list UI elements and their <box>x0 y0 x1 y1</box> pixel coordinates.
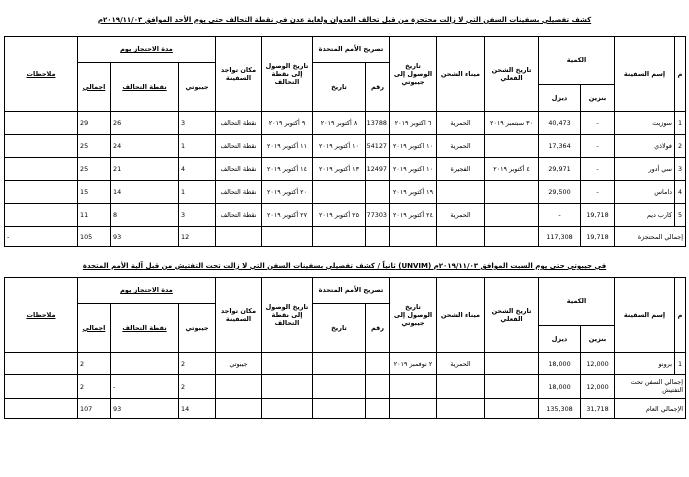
cell-actual-loading <box>485 135 539 158</box>
col-qty: الكمية <box>539 37 615 85</box>
col-det-total: اجمالي <box>78 63 111 112</box>
section1-title: كشف تفصيلي بسفينات السفن التي لا زالت محتجزة من قبل تحالف العدوان ولغاية عدن في نقطة التحالف حتى يوم الأحد الموافق ٢٠١٩/١١/٠٣م <box>97 16 592 24</box>
cell-permit-date: ٢٥ أكتوبر ٢٠١٩ <box>313 204 366 227</box>
cell-det-total: 2 <box>78 353 111 375</box>
cell-actual-loading <box>485 181 539 204</box>
cell-arrival-jizan: ٢ نوفمبر ٢٠١٩ <box>390 353 437 375</box>
col-det-jizan: جيبوتي <box>179 63 216 112</box>
cell-det-coalition: 24 <box>111 135 179 158</box>
cell-permit-date: ١٣ أكتوبر ٢٠١٩ <box>313 158 366 181</box>
table-row <box>5 204 686 227</box>
cell-permit-no <box>366 353 390 375</box>
cell-arrival-coalition: ١٤ أكتوبر ٢٠١٩ <box>262 158 313 181</box>
cell-actual-loading: ٤ أكتوبر ٢٠١٩ <box>485 158 539 181</box>
cell-permit-no: 13788 <box>366 112 390 135</box>
cell-gasoline: 12,000 <box>581 353 615 375</box>
cell-det-jizan: 2 <box>179 353 216 375</box>
cell-port: الحمرية <box>437 353 485 375</box>
col-actual-loading: تاريخ الشحن الفعلي <box>485 37 539 112</box>
cell-ship: برونو <box>615 353 675 375</box>
cell-det-total: 25 <box>78 158 111 181</box>
cell-det-jizan: 3 <box>179 112 216 135</box>
col-ship: إسم السفينة <box>615 37 675 112</box>
cell-det-coalition: 8 <box>111 204 179 227</box>
table-row <box>5 181 686 204</box>
cell-actual-loading: ٣٠ سبتمبر ٢٠١٩ <box>485 112 539 135</box>
cell-diesel: 29,500 <box>539 181 581 204</box>
cell-permit-date <box>313 353 366 375</box>
cell-ship: سي أدور <box>615 158 675 181</box>
cell-arrival-coalition: ٢٧ أكتوبر ٢٠١٩ <box>262 204 313 227</box>
cell-port: الحمرية <box>437 204 485 227</box>
cell-permit-date: ٨ أكتوبر ٢٠١٩ <box>313 112 366 135</box>
table-row <box>5 112 686 135</box>
cell-notes <box>5 135 78 158</box>
cell-actual-loading <box>485 353 539 375</box>
cell-det-total: 11 <box>78 204 111 227</box>
cell-arrival-jizan: ٦ اكتوبر ٢٠١٩ <box>390 112 437 135</box>
table-row <box>5 353 686 375</box>
cell-arrival-jizan: ١٠ اكتوبر ٢٠١٩ <box>390 158 437 181</box>
cell-no: 5 <box>675 204 686 227</box>
cell-det-jizan: 3 <box>179 204 216 227</box>
cell-arrival-jizan: ١٠ اكتوبر ٢٠١٩ <box>390 135 437 158</box>
cell-permit-date <box>313 181 366 204</box>
cell-location: جيبوتي <box>216 353 262 375</box>
cell-arrival-coalition: ٩ أكتوبر ٢٠١٩ <box>262 112 313 135</box>
col-arrival-jizan: تاريخ الوصول إلى جيبوتي <box>390 37 437 112</box>
cell-permit-no <box>366 181 390 204</box>
inspection-ships-table: م إسم السفينة الكمية تاريخ الشحن الفعلي ميناء الشحن تاريخ الوصول إلى جيبوتي تصريح الأمم المتحدة تاريخ الوصول إلى نقطة التحالف مكان تواجد السفينة مدة الاحتجاز يوم ملاحظات رقم تاريخ جيبوتي نقطة التحالف اجمالي بنزين ديزل 1 برونو 12,000 18,000 الحمرية ٢ نوفمبر ٢٠١٩ جيبوتي 2 2 إجمالي السفن تحت التفتيش 12,000 18,000 2 - 2 الإجمالي العام 31,718 135,308 14 93 107 <box>4 277 686 419</box>
cell-port: الفجيرة <box>437 158 485 181</box>
cell-det-coalition: 21 <box>111 158 179 181</box>
cell-arrival-coalition: ١١ أكتوبر ٢٠١٩ <box>262 135 313 158</box>
cell-diesel: 18,000 <box>539 353 581 375</box>
cell-det-coalition: 26 <box>111 112 179 135</box>
col-diesel: ديزل <box>539 85 581 112</box>
cell-diesel: 40,473 <box>539 112 581 135</box>
cell-gasoline: - <box>581 135 615 158</box>
cell-gasoline: - <box>581 181 615 204</box>
cell-notes <box>5 204 78 227</box>
cell-arrival-coalition <box>262 353 313 375</box>
detained-ships-table <box>4 36 686 247</box>
col-permit-date: تاريخ <box>313 63 366 112</box>
cell-location: نقطة التحالف <box>216 158 262 181</box>
col-permit-no: رقم <box>366 63 390 112</box>
cell-ship: فولاذي <box>615 135 675 158</box>
cell-permit-no: 54127 <box>366 135 390 158</box>
cell-det-total: 25 <box>78 135 111 158</box>
col-det-coalition: نقطة التحالف <box>111 63 179 112</box>
cell-det-jizan: 1 <box>179 181 216 204</box>
total-row: إجمالي المحتجزة 19,718 117,308 12 93 105 - <box>5 227 686 247</box>
cell-permit-date: ١٠ أكتوبر ٢٠١٩ <box>313 135 366 158</box>
cell-det-total: 29 <box>78 112 111 135</box>
cell-det-jizan: 4 <box>179 158 216 181</box>
cell-notes <box>5 181 78 204</box>
cell-permit-no: 12497 <box>366 158 390 181</box>
cell-ship: داماس <box>615 181 675 204</box>
cell-no: 4 <box>675 181 686 204</box>
col-un-permit: تصريح الأمم المتحدة <box>313 37 390 63</box>
cell-permit-no: 77303 <box>366 204 390 227</box>
cell-port <box>437 181 485 204</box>
cell-notes <box>5 158 78 181</box>
col-location: مكان تواجد السفينة <box>216 37 262 112</box>
cell-location: نقطة التحالف <box>216 181 262 204</box>
cell-no: 1 <box>675 112 686 135</box>
col-no: م <box>675 37 686 112</box>
col-port: ميناء الشحن <box>437 37 485 112</box>
col-notes: ملاحظات <box>5 37 78 112</box>
cell-port: الحمرية <box>437 135 485 158</box>
cell-diesel: - <box>539 204 581 227</box>
cell-notes <box>5 353 78 375</box>
cell-arrival-jizan: ١٩ أكتوبر ٢٠١٩ <box>390 181 437 204</box>
cell-no: 1 <box>675 353 686 375</box>
cell-det-coalition: 14 <box>111 181 179 204</box>
cell-no: 3 <box>675 158 686 181</box>
col-arrival-coalition: تاريخ الوصول إلى نقطة التحالف <box>262 37 313 112</box>
col-detention: مدة الاحتجاز يوم <box>78 37 216 63</box>
subtotal-row: إجمالي السفن تحت التفتيش 12,000 18,000 2 - 2 <box>5 375 686 399</box>
cell-ship: كارب ديم <box>615 204 675 227</box>
cell-det-jizan: 1 <box>179 135 216 158</box>
cell-gasoline: - <box>581 158 615 181</box>
cell-det-total: 15 <box>78 181 111 204</box>
cell-location: نقطة التحالف <box>216 204 262 227</box>
cell-diesel: 17,364 <box>539 135 581 158</box>
grand-total-row: الإجمالي العام 31,718 135,308 14 93 107 <box>5 399 686 419</box>
cell-notes <box>5 112 78 135</box>
section2-title: ثانياً / كشف تفصيلي بسفينات السفن التي لا زالت تحت التفتيش من قبل آلية الأمم المتحدة (UNVIM) في جيبوتي حتى يوم السبت الموافق ٢٠١٩/١١/٠٣م <box>82 262 607 270</box>
cell-actual-loading <box>485 204 539 227</box>
col-gasoline: بنزين <box>581 85 615 112</box>
table-row <box>5 135 686 158</box>
cell-no: 2 <box>675 135 686 158</box>
cell-port: الحمرية <box>437 112 485 135</box>
cell-ship: سوزيت <box>615 112 675 135</box>
cell-arrival-jizan: ٢٤ أكتوبر ٢٠١٩ <box>390 204 437 227</box>
cell-arrival-coalition: ٢٠ أكتوبر ٢٠١٩ <box>262 181 313 204</box>
cell-location: نقطة التحالف <box>216 112 262 135</box>
cell-diesel: 29,971 <box>539 158 581 181</box>
table-row <box>5 158 686 181</box>
cell-det-coalition <box>111 353 179 375</box>
cell-gasoline: 19,718 <box>581 204 615 227</box>
cell-location: نقطة التحالف <box>216 135 262 158</box>
cell-gasoline: - <box>581 112 615 135</box>
